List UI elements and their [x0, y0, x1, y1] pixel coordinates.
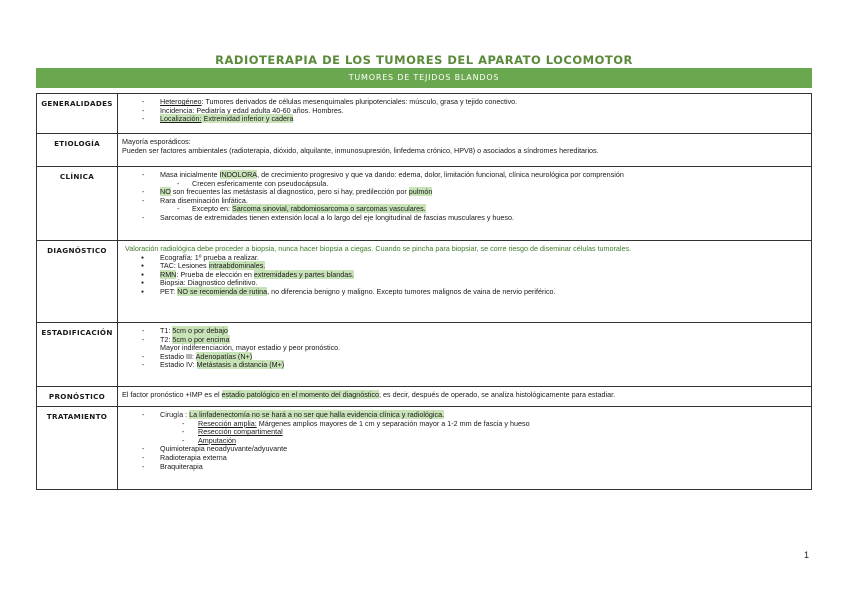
list-item: - T2: 5cm o por encima — [122, 336, 807, 345]
list-item: - Braquiterapia — [122, 463, 807, 472]
row-content-clinica — [118, 167, 812, 241]
list-item: - Resección amplia: Márgenes amplios mayores de 1 cm y separación mayor a 1-2 mm de fascia y hueso — [122, 420, 807, 429]
row-content-diagnostico: Valoración radiológica debe proceder a biopsia, nunca hacer biopsia a ciegas. Cuando se pincha para biopsiar, se corre riesgo de diseminar células tumorales. ● Ecografía: 1º prueba a realizar. ● TAC: Lesiones intraabdominales. ● RMN: Prueba de elección en extremidades y partes blandas. ● Biopsia: Diagnostico definitivo. ● PET: NO se recomienda de rutina, no diferencia benigno y maligno. Excepto tumores malignos de vaina de nervio periférico. — [118, 241, 812, 323]
list-item: ● Ecografía: 1º prueba a realizar. — [122, 254, 807, 263]
row-label-tratamiento: TRATAMIENTO — [37, 407, 118, 490]
list-item: - Radioterapia externa — [122, 454, 807, 463]
table-row — [37, 167, 812, 241]
row-content-tratamiento — [118, 407, 812, 490]
row-content-pronostico: El factor pronóstico +IMP es el estadio patológico en el momento del diagnóstico; es decir, después de operado, se analiza histológicamente para estadiar. — [118, 387, 812, 407]
list-item: - Cirugía : La linfadenectomía no se hará a no ser que halla evidencia clínica y radiológica. — [122, 411, 807, 420]
page-number: 1 — [804, 550, 810, 560]
row-content-estadificacion — [118, 323, 812, 387]
list-item: - Quimioterapia neoadyuvante/adyuvante — [122, 445, 807, 454]
list-item: ● Biopsia: Diagnostico definitivo. — [122, 279, 807, 288]
row-content-etiologia: Mayoría esporádicos: Pueden ser factores ambientales (radioterapia, dióxido, alquilante, inmunosupresión, linfedema crónico, HPV8) o asociados a síndromes hereditarios. — [118, 134, 812, 167]
section-banner: TUMORES DE TEJIDOS BLANDOS — [36, 68, 812, 88]
row-label-generalidades: GENERALIDADES — [37, 94, 118, 134]
content-table — [36, 93, 812, 490]
table-row — [37, 407, 812, 490]
list-item: - Incidencia: Pediatría y edad adulta 40-60 años. Hombres. — [122, 107, 807, 116]
list-item: ● TAC: Lesiones intraabdominales. — [122, 262, 807, 271]
list-item: - Heterogéneo: Tumores derivados de células mesenquimales pluripotenciales: músculo, grasa y tejido conectivo. — [122, 98, 807, 107]
table-row — [37, 134, 812, 167]
row-content-generalidades — [118, 94, 812, 134]
list-item: - Localización: Extremidad inferior y cadera — [122, 115, 807, 124]
row-label-clinica: CLÍNICA — [37, 167, 118, 241]
row-label-estadificacion: ESTADIFICACIÓN — [37, 323, 118, 387]
list-item: ● PET: NO se recomienda de rutina, no diferencia benigno y maligno. Excepto tumores malignos de vaina de nervio periférico. — [122, 288, 807, 297]
table-row — [37, 241, 812, 323]
table-row — [37, 94, 812, 134]
row-label-etiologia: ETIOLOGÍA — [37, 134, 118, 167]
list-item: - T1: 5cm o por debajo — [122, 327, 807, 336]
list-item: - Excepto en: Sarcoma sinovial, rabdomiosarcoma o sarcomas vasculares. — [122, 205, 807, 214]
list-item: - Amputación — [122, 437, 807, 446]
document-title: RADIOTERAPIA DE LOS TUMORES DEL APARATO LOCOMOTOR — [215, 53, 633, 67]
list-item: - NO son frecuentes las metástasis al diagnostico, pero si hay, predilección por pulmón — [122, 188, 807, 197]
list-item: - Masa inicialmente INDOLORA, de crecimiento progresivo y que va dando: edema, dolor, limitación funcional, clínica neurológica por comprensión — [122, 171, 807, 180]
table-row — [37, 387, 812, 407]
list-item: - Estadio III: Adenopatías (N+) — [122, 353, 807, 362]
list-item: - Sarcomas de extremidades tienen extensión local a lo largo del eje longitudinal de fascias musculares y hueso. — [122, 214, 807, 223]
row-label-diagnostico: DIAGNÓSTICO — [37, 241, 118, 323]
list-item: ● RMN: Prueba de elección en extremidades y partes blandas. — [122, 271, 807, 280]
list-item: Mayor indiferenciación, mayor estadio y peor pronóstico. — [160, 343, 341, 353]
list-item: - Rara diseminación linfática. — [122, 197, 807, 206]
row-label-pronostico: PRONÓSTICO — [37, 387, 118, 407]
list-item: - Estadio IV: Metástasis a distancia (M+) — [122, 361, 807, 370]
list-item: - Resección compartimental — [122, 428, 807, 437]
table-row — [37, 323, 812, 387]
list-item: - Crecen esfericamente con pseudocápsula. — [122, 180, 807, 189]
